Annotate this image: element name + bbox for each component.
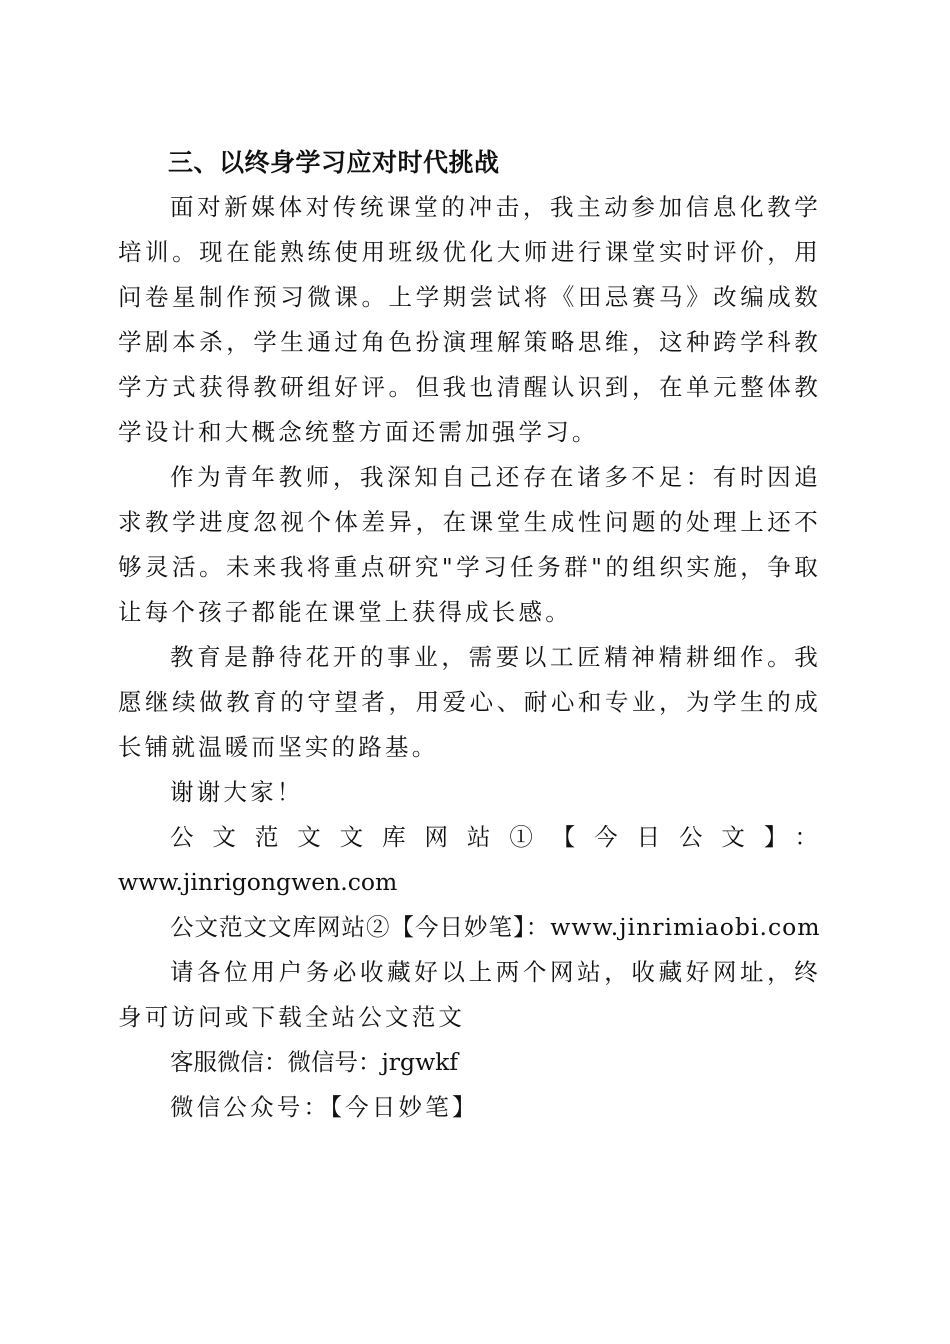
- paragraph-thanks: 谢谢大家！: [170, 778, 304, 806]
- site1-block: [118, 815, 821, 905]
- site1-url[interactable]: www.jinrigongwen.com: [118, 868, 398, 896]
- wechat-service: 客服微信：微信号：jrgwkf: [170, 1048, 459, 1076]
- site1-label: 公文范文文库网站①【今日公文】：: [170, 823, 821, 851]
- bookmark-notice: 请各位用户务必收藏好以上两个网站，收藏好网址，终身可访问或下载全站公文范文: [118, 958, 821, 1031]
- wechat-public-account: 微信公众号：【今日妙笔】: [170, 1093, 479, 1121]
- paragraph-new-media: 面对新媒体对传统课堂的冲击，我主动参加信息化教学培训。现在能熟练使用班级优化大师进行课堂实时评价，用问卷星制作预习微课。上学期尝试将《田忌赛马》改编成数学剧本杀，学生通过角色扮演理解策略思维，这种跨学科教学方式获得教研组好评。但我也清醒认识到，在单元整体教学设计和大概念统整方面还需加强学习。: [118, 193, 821, 446]
- site2-line: 公文范文文库网站②【今日妙笔】：www.jinrimiaobi.com: [170, 913, 821, 941]
- paragraph-education-career: 教育是静待花开的事业，需要以工匠精神精耕细作。我愿继续做教育的守望者，用爱心、耐心和专业，为学生的成长铺就温暖而坚实的路基。: [118, 643, 821, 761]
- document-page: [118, 140, 821, 1130]
- paragraph-shortcomings: 作为青年教师，我深知自己还存在诸多不足：有时因追求教学进度忽视个体差异，在课堂生成性问题的处理上还不够灵活。未来我将重点研究"学习任务群"的组织实施，争取让每个孩子都能在课堂上获得成长感。: [118, 463, 821, 626]
- section-heading: 三、以终身学习应对时代挑战: [168, 148, 500, 177]
